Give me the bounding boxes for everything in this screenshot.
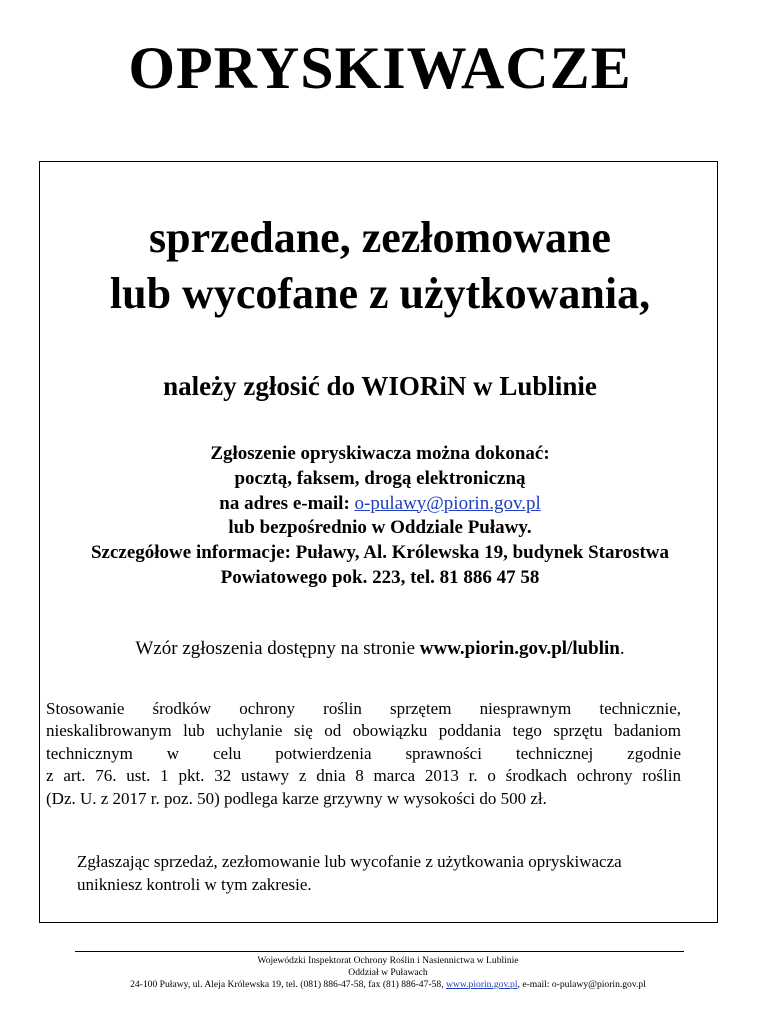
info-line-1: Zgłoszenie opryskiwacza można dokonać: — [210, 443, 550, 464]
subheading: należy zgłosić do WIORiN w Lublinie — [163, 371, 597, 401]
info-line-3 — [0, 492, 760, 517]
info-line-2: pocztą, faksem, drogą elektroniczną — [234, 467, 526, 489]
footer-line-2: Oddział w Puławach — [348, 967, 428, 978]
footer-address: 24-100 Puławy, ul. Aleja Królewska 19, tel. (081) 886-47-58, fax (81) 886-47-58, — [130, 979, 446, 990]
penalty-line-5: (Dz. U. z 2017 r. poz. 50) podlega karze grzywny w wysokości do 500 zł. — [46, 788, 547, 808]
info-line-4: lub bezpośrednio w Oddziale Puławy. — [228, 517, 532, 539]
reporting-info — [0, 442, 760, 591]
footer-line-1: Wojewódzki Inspektorat Ochrony Roślin i Nasiennictwa w Lublinie — [257, 955, 519, 966]
penalty-line-1: Stosowanie środków ochrony roślin sprzętem niesprawnym technicznie, — [46, 699, 681, 718]
headline-line-1: sprzedane, zezłomowane — [149, 213, 611, 262]
footer-line-3 — [0, 979, 776, 991]
footer-website-link[interactable]: www.piorin.gov.pl — [446, 979, 518, 990]
email-link[interactable]: o-pulawy@piorin.gov.pl — [354, 492, 541, 514]
closing-note — [77, 850, 697, 896]
footer-divider — [75, 951, 684, 952]
headline-line-2: lub wycofane z użytkowania, — [109, 269, 651, 318]
form-template-note — [0, 637, 760, 661]
form-note-suffix: . — [619, 638, 625, 659]
form-url: www.piorin.gov.pl/lublin — [419, 638, 620, 659]
info-line-5: Szczegółowe informacje: Puławy, Al. Królewska 19, budynek Starostwa — [90, 542, 670, 564]
closing-line-1: Zgłaszając sprzedaż, zezłomowanie lub wycofanie z użytkowania opryskiwacza — [77, 852, 622, 871]
penalty-line-2: nieskalibrowanym lub uchylanie się od obowiązku poddania tego sprzętu badaniom — [46, 721, 681, 741]
footer-email: , e-mail: o-pulawy@piorin.gov.pl — [517, 979, 646, 990]
penalty-paragraph — [46, 698, 681, 810]
page-title: OPRYSKIWACZE — [128, 35, 632, 101]
headline — [0, 210, 760, 322]
info-line-6: Powiatowego pok. 223, tel. 81 886 47 58 — [220, 566, 540, 588]
email-prefix: na adres e-mail: — [219, 492, 355, 514]
closing-line-2: unikniesz kontroli w tym zakresie. — [77, 875, 312, 894]
penalty-line-3: technicznym w celu potwierdzenia sprawności technicznej zgodnie — [46, 743, 681, 763]
footer — [0, 955, 776, 991]
penalty-line-4: z art. 76. ust. 1 pkt. 32 ustawy z dnia 8 marca 2013 r. o środkach ochrony roślin — [46, 766, 681, 786]
form-note-prefix: Wzór zgłoszenia dostępny na stronie — [135, 638, 420, 659]
